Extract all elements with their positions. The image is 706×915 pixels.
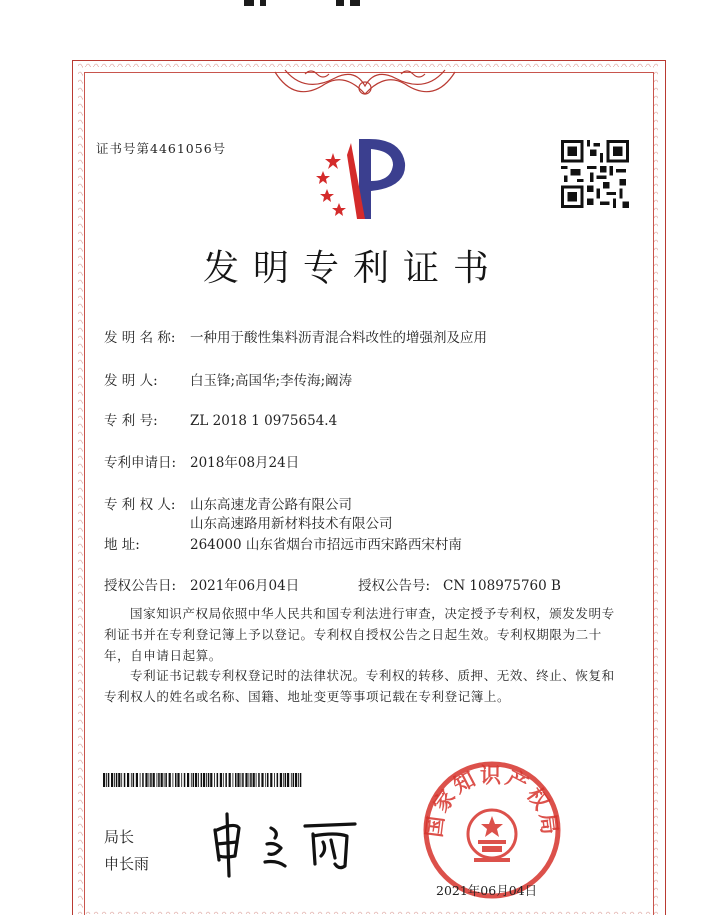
- legal-paragraph-2: 专利证书记载专利权登记时的法律状况。专利权的转移、质押、无效、终止、恢复和专利权人的姓名或名称、国籍、地址变更等事项记载在专利登记簿上。: [104, 668, 615, 704]
- director-title: 局长: [104, 828, 135, 846]
- qr-code-icon: [561, 140, 629, 208]
- seal-date: 2021年06月04日: [436, 883, 538, 898]
- filing-date-value: 2018年08月24日: [190, 455, 300, 471]
- address-row: [104, 533, 462, 553]
- grant-number-row: [358, 574, 561, 594]
- patent-number-value: ZL 2018 1 0975654.4: [190, 413, 338, 429]
- seal-icon: [422, 760, 562, 900]
- invention-name-row: [104, 326, 487, 346]
- patentee-row: [104, 493, 352, 513]
- inventors-value: 白玉锋;高国华;李传海;阚涛: [190, 373, 353, 389]
- top-edge-marks: [240, 0, 380, 6]
- grant-date-row: [104, 574, 299, 594]
- patent-office-logo-icon: [303, 133, 411, 225]
- certificate-title: 发明专利证书: [202, 248, 503, 289]
- invention-name-label: 发 明 名 称:: [104, 330, 176, 346]
- address-value: 264000 山东省烟台市招远市西宋路西宋村南: [190, 537, 462, 553]
- seal-text: 国家知识产权局: [422, 763, 562, 839]
- director-name: 申长雨: [104, 855, 150, 873]
- patent-number-label: 专 利 号:: [104, 413, 158, 429]
- grant-number-value: CN 108975760 B: [443, 578, 561, 594]
- grant-date-label: 授权公告日:: [104, 578, 177, 594]
- grant-number-label: 授权公告号:: [358, 578, 431, 594]
- patentee-value-2: 山东高速路用新材料技术有限公司: [190, 516, 393, 532]
- filing-date-label: 专利申请日:: [104, 455, 177, 471]
- legal-paragraph-1: 国家知识产权局依照中华人民共和国专利法进行审查，决定授予专利权，颁发发明专利证书并在专利登记簿上予以登记。专利权自授权公告之日起生效。专利权期限为二十年，自申请日起算。: [104, 606, 615, 663]
- filing-date-row: [104, 451, 299, 471]
- patent-number-row: [104, 409, 337, 429]
- grant-date-value: 2021年06月04日: [190, 578, 300, 594]
- inventors-label: 发 明 人:: [104, 373, 158, 389]
- inventors-row: [104, 369, 352, 389]
- patentee-value-1: 山东高速龙青公路有限公司: [190, 497, 352, 513]
- address-label: 地 址:: [104, 537, 140, 553]
- patentee-label: 专 利 权 人:: [104, 497, 176, 513]
- top-ornament-icon: [265, 64, 465, 108]
- invention-name-value: 一种用于酸性集料沥青混合料改性的增强剂及应用: [190, 330, 487, 346]
- certificate-number: 证书号第4461056号: [96, 141, 227, 156]
- signature-icon: [205, 808, 365, 878]
- barcode-icon: [103, 773, 303, 787]
